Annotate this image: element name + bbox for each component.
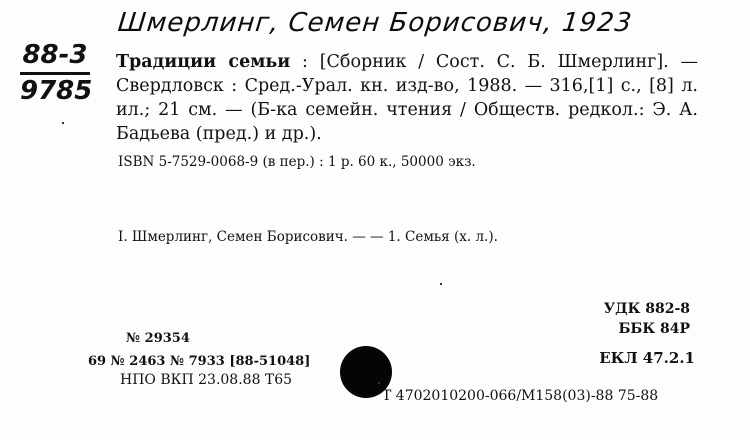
call-number-top: 88-3 — [20, 40, 90, 75]
speck — [440, 283, 442, 285]
record-number: № 29354 — [126, 331, 190, 346]
tracing-line: I. Шмерлинг, Семен Борисович. — — 1. Семья (х. л.). — [118, 229, 498, 245]
call-number-bottom: 9785 — [20, 76, 93, 106]
isbn-line: ISBN 5-7529-0068-9 (в пер.) : 1 р. 60 к., 50000 экз. — [118, 154, 476, 170]
entry-body: : [Сборник / Сост. С. Б. Шмерлинг]. — Свердловск : Сред.-Урал. кн. изд-во, 1988. — 316,[1] с., [8] л. ил.; 21 см. — (Б-ка семейн. чтения / Обществ. редкол.: Э. А. Бадьева (пред.) и др.). — [116, 52, 698, 144]
speck — [378, 382, 380, 384]
call-number — [20, 40, 93, 106]
handwritten-author: Шмерлинг, Семен Борисович, 1923 — [116, 8, 634, 38]
bottom-code: Т 4702010200-066/М158(03)-88 75-88 — [382, 388, 659, 404]
classification-block — [604, 299, 690, 339]
order-numbers: 69 № 2463 № 7933 [88-51048] — [88, 354, 311, 369]
entry-title: Традиции семьи — [116, 52, 291, 72]
bbk-code: ББК 84Р — [618, 321, 690, 337]
bibliographic-entry — [88, 50, 698, 146]
punch-hole — [340, 346, 392, 398]
ekl-code: ЕКЛ 47.2.1 — [599, 349, 695, 367]
printer-line: НПО ВКП 23.08.88 Т65 — [120, 372, 293, 388]
udk-code: УДК 882-8 — [603, 301, 690, 317]
speck — [62, 122, 64, 124]
